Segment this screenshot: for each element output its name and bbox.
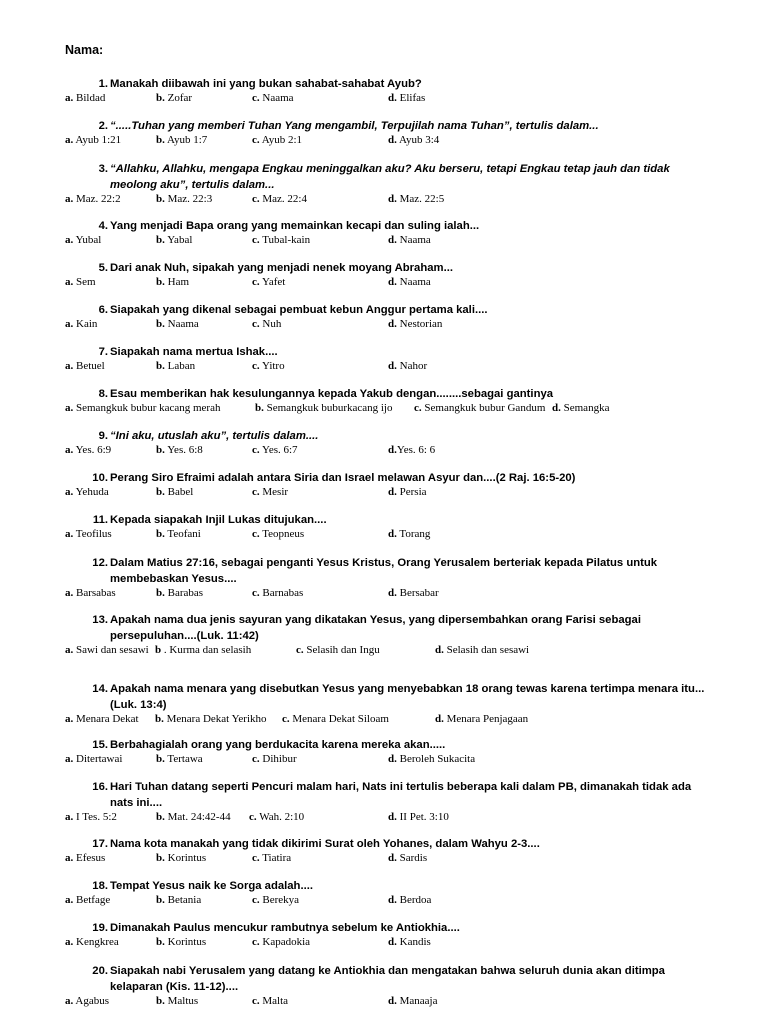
answer-options	[65, 810, 712, 824]
question-text: 12. Dalam Matius 27:16, sebagai penganti Yesus Kristus, Orang Yerusalem berteriak kepada Pilatus untuk	[92, 557, 658, 569]
question-text: 11. Kepada siapakah Injil Lukas ditujukan....	[92, 514, 327, 526]
question-text: 14. Apakah nama menara yang disebutkan Yesus yang menyebabkan 18 orang tewas karena tertimpa menara itu...	[92, 683, 705, 695]
option-b: b. Barabas	[156, 587, 204, 599]
question-text: 15. Berbahagialah orang yang berdukacita karena mereka akan.....	[92, 739, 446, 751]
answer-options	[65, 233, 712, 247]
question-text: 13. Apakah nama dua jenis sayuran yang dikatakan Yesus, yang dipersembahkan orang Farisi sebagai	[92, 614, 641, 626]
option-c: c. Dihibur	[252, 753, 297, 765]
question-text: 8. Esau memberikan hak kesulungannya kepada Yakub dengan........sebagai gantinya	[98, 388, 554, 400]
option-b: b. Laban	[156, 360, 196, 372]
option-c: c. Yitro	[252, 360, 285, 372]
option-d: d. Ayub 3:4	[388, 134, 440, 146]
option-b: b. Ham	[156, 276, 190, 288]
option-d: d. Naama	[388, 276, 431, 288]
option-d: d. Sardis	[388, 852, 428, 864]
option-b: b. Betania	[156, 894, 202, 906]
option-a: a. Menara Dekat	[65, 713, 139, 725]
question-text: 16. Hari Tuhan datang seperti Pencuri malam hari, Nats ini tertulis beberapa kali dalam PB, dimanakah tidak ada	[92, 781, 692, 793]
answer-options	[65, 317, 712, 331]
option-b: b. Semangkuk buburkacang ijo	[255, 402, 393, 414]
question-text: 20. Siapakah nabi Yerusalem yang datang ke Antiokhia dan mengatakan bahwa seluruh dunia akan ditimpa	[92, 965, 665, 977]
question-text-continued: (Luk. 13:4)	[110, 699, 167, 711]
option-d: d. Naama	[388, 234, 431, 246]
question-2	[65, 118, 712, 147]
option-b: b. Teofani	[156, 528, 201, 540]
option-d: d. Torang	[388, 528, 431, 540]
question-9	[65, 428, 712, 457]
option-d: d. II Pet. 3:10	[388, 811, 449, 823]
option-b: b. Maz. 22:3	[156, 193, 213, 205]
answer-options	[65, 643, 712, 657]
question-15	[65, 737, 712, 766]
question-text: 10. Perang Siro Efraimi adalah antara Siria dan Israel melawan Asyur dan....(2 Raj. 16:5-20)	[92, 472, 576, 484]
question-text: 9. “Ini aku, utuslah aku”, tertulis dalam....	[98, 430, 319, 442]
question-text: 19. Dimanakah Paulus mencukur rambutnya sebelum ke Antiokhia....	[92, 922, 460, 934]
option-d: d. Persia	[388, 486, 427, 498]
answer-options	[65, 91, 712, 105]
option-d: d. Menara Penjagaan	[435, 713, 529, 725]
question-17	[65, 836, 712, 865]
option-d: d.Yes. 6: 6	[388, 444, 436, 456]
question-text: 18. Tempat Yesus naik ke Sorga adalah....	[92, 880, 314, 892]
option-a: a. Maz. 22:2	[65, 193, 121, 205]
answer-options	[65, 994, 712, 1008]
option-a: a. Yes. 6:9	[65, 444, 112, 456]
option-d: d. Beroleh Sukacita	[388, 753, 476, 765]
option-a: a. Betuel	[65, 360, 105, 372]
option-b: b. Tertawa	[156, 753, 203, 765]
option-b: b. Ayub 1:7	[156, 134, 208, 146]
answer-options	[65, 712, 712, 726]
answer-options	[65, 893, 712, 907]
option-a: a. Bildad	[65, 92, 106, 104]
question-text-continued: meolong aku”, tertulis dalam...	[110, 179, 275, 191]
option-b: b. Yes. 6:8	[156, 444, 203, 456]
question-text: 5. Dari anak Nuh, sipakah yang menjadi nenek moyang Abraham...	[98, 262, 453, 274]
question-16	[65, 779, 712, 824]
option-c: c. Wah. 2:10	[249, 811, 305, 823]
option-a: a. Efesus	[65, 852, 106, 864]
option-c: c. Nuh	[252, 318, 282, 330]
option-c: c. Ayub 2:1	[252, 134, 303, 146]
question-11	[65, 512, 712, 541]
option-a: a. Ayub 1:21	[65, 134, 122, 146]
option-b: b. Korintus	[156, 852, 207, 864]
answer-options	[65, 192, 712, 206]
question-19	[65, 920, 712, 949]
question-12	[65, 555, 712, 600]
option-a: a. Teofilus	[65, 528, 112, 540]
option-c: c. Teopneus	[252, 528, 305, 540]
option-a: a. I Tes. 5:2	[65, 811, 117, 823]
question-5	[65, 260, 712, 289]
option-d: d. Semangka	[552, 402, 610, 414]
answer-options	[65, 133, 712, 147]
option-a: a. Kengkrea	[65, 936, 119, 948]
option-a: a. Barsabas	[65, 587, 116, 599]
option-d: d. Bersabar	[388, 587, 439, 599]
option-b: b. Korintus	[156, 936, 207, 948]
question-20	[65, 963, 712, 1008]
answer-options	[65, 401, 712, 415]
option-c: c. Tubal-kain	[252, 234, 311, 246]
option-a: a. Agabus	[65, 995, 109, 1007]
option-b: b . Kurma dan selasih	[155, 644, 252, 656]
option-b: b. Menara Dekat Yerikho	[155, 713, 267, 725]
option-a: a. Sawi dan sesawi	[65, 644, 149, 656]
option-a: a. Kain	[65, 318, 98, 330]
option-b: b. Naama	[156, 318, 199, 330]
option-d: d. Nahor	[388, 360, 428, 372]
question-6	[65, 302, 712, 331]
answer-options	[65, 851, 712, 865]
question-1	[65, 76, 712, 105]
question-text-continued: nats ini....	[110, 797, 163, 809]
question-text-continued: kelaparan (Kis. 11-12)....	[110, 981, 239, 993]
question-text-continued: persepuluhan....(Luk. 11:42)	[110, 630, 259, 642]
option-d: d. Elifas	[388, 92, 426, 104]
question-text: 1. Manakah diibawah ini yang bukan sahabat-sahabat Ayub?	[98, 78, 422, 90]
option-c: c. Menara Dekat Siloam	[282, 713, 389, 725]
option-d: d. Nestorian	[388, 318, 443, 330]
question-13	[65, 612, 712, 657]
option-c: c. Naama	[252, 92, 294, 104]
option-b: b. Zofar	[156, 92, 193, 104]
option-b: b. Yabal	[156, 234, 193, 246]
option-c: c. Barnabas	[252, 587, 304, 599]
option-d: d. Manaaja	[388, 995, 438, 1007]
question-text-continued: membebaskan Yesus....	[110, 573, 237, 585]
option-c: c. Mesir	[252, 486, 289, 498]
option-d: d. Kandis	[388, 936, 431, 948]
option-a: a. Betfage	[65, 894, 111, 906]
option-c: c. Malta	[252, 995, 289, 1007]
answer-options	[65, 527, 712, 541]
question-10	[65, 470, 712, 499]
option-c: c. Selasih dan Ingu	[296, 644, 380, 656]
question-text: 3. “Allahku, Allahku, mengapa Engkau meninggalkan aku? Aku berseru, tetapi Engkau tetap jauh dan tidak	[98, 163, 670, 175]
answer-options	[65, 359, 712, 373]
option-c: c. Yafet	[252, 276, 286, 288]
answer-options	[65, 485, 712, 499]
option-c: c. Maz. 22:4	[252, 193, 307, 205]
question-7	[65, 344, 712, 373]
question-4	[65, 218, 712, 247]
option-a: a. Yubal	[65, 234, 102, 246]
option-c: c. Kapadokia	[252, 936, 311, 948]
option-a: a. Sem	[65, 276, 96, 288]
question-14	[65, 681, 712, 726]
option-c: c. Semangkuk bubur Gandum	[414, 402, 546, 414]
option-c: c. Tiatira	[252, 852, 292, 864]
question-text: 17. Nama kota manakah yang tidak dikirimi Surat oleh Yohanes, dalam Wahyu 2-3....	[92, 838, 540, 850]
option-a: a. Semangkuk bubur kacang merah	[65, 402, 221, 414]
question-text: 6. Siapakah yang dikenal sebagai pembuat kebun Anggur pertama kali....	[98, 304, 488, 316]
question-text: 2. “.....Tuhan yang memberi Tuhan Yang mengambil, Terpujilah nama Tuhan”, tertulis dalam...	[98, 120, 599, 132]
option-c: c. Yes. 6:7	[252, 444, 298, 456]
option-b: b. Babel	[156, 486, 194, 498]
question-text: 7. Siapakah nama mertua Ishak....	[98, 346, 278, 358]
question-18	[65, 878, 712, 907]
question-8	[65, 386, 712, 415]
answer-options	[65, 586, 712, 600]
answer-options	[65, 752, 712, 766]
option-b: b. Mat. 24:42-44	[156, 811, 231, 823]
question-text: 4. Yang menjadi Bapa orang yang memainkan kecapi dan suling ialah...	[98, 220, 480, 232]
answer-options	[65, 443, 712, 457]
option-a: a. Yehuda	[65, 486, 109, 498]
nama-label: Nama:	[65, 43, 104, 57]
answer-options	[65, 935, 712, 949]
option-c: c. Berekya	[252, 894, 300, 906]
option-d: d. Selasih dan sesawi	[435, 644, 530, 656]
option-d: d. Maz. 22:5	[388, 193, 445, 205]
option-a: a. Ditertawai	[65, 753, 123, 765]
question-3	[65, 161, 712, 206]
option-b: b. Maltus	[156, 995, 199, 1007]
answer-options	[65, 275, 712, 289]
option-d: d. Berdoa	[388, 894, 432, 906]
